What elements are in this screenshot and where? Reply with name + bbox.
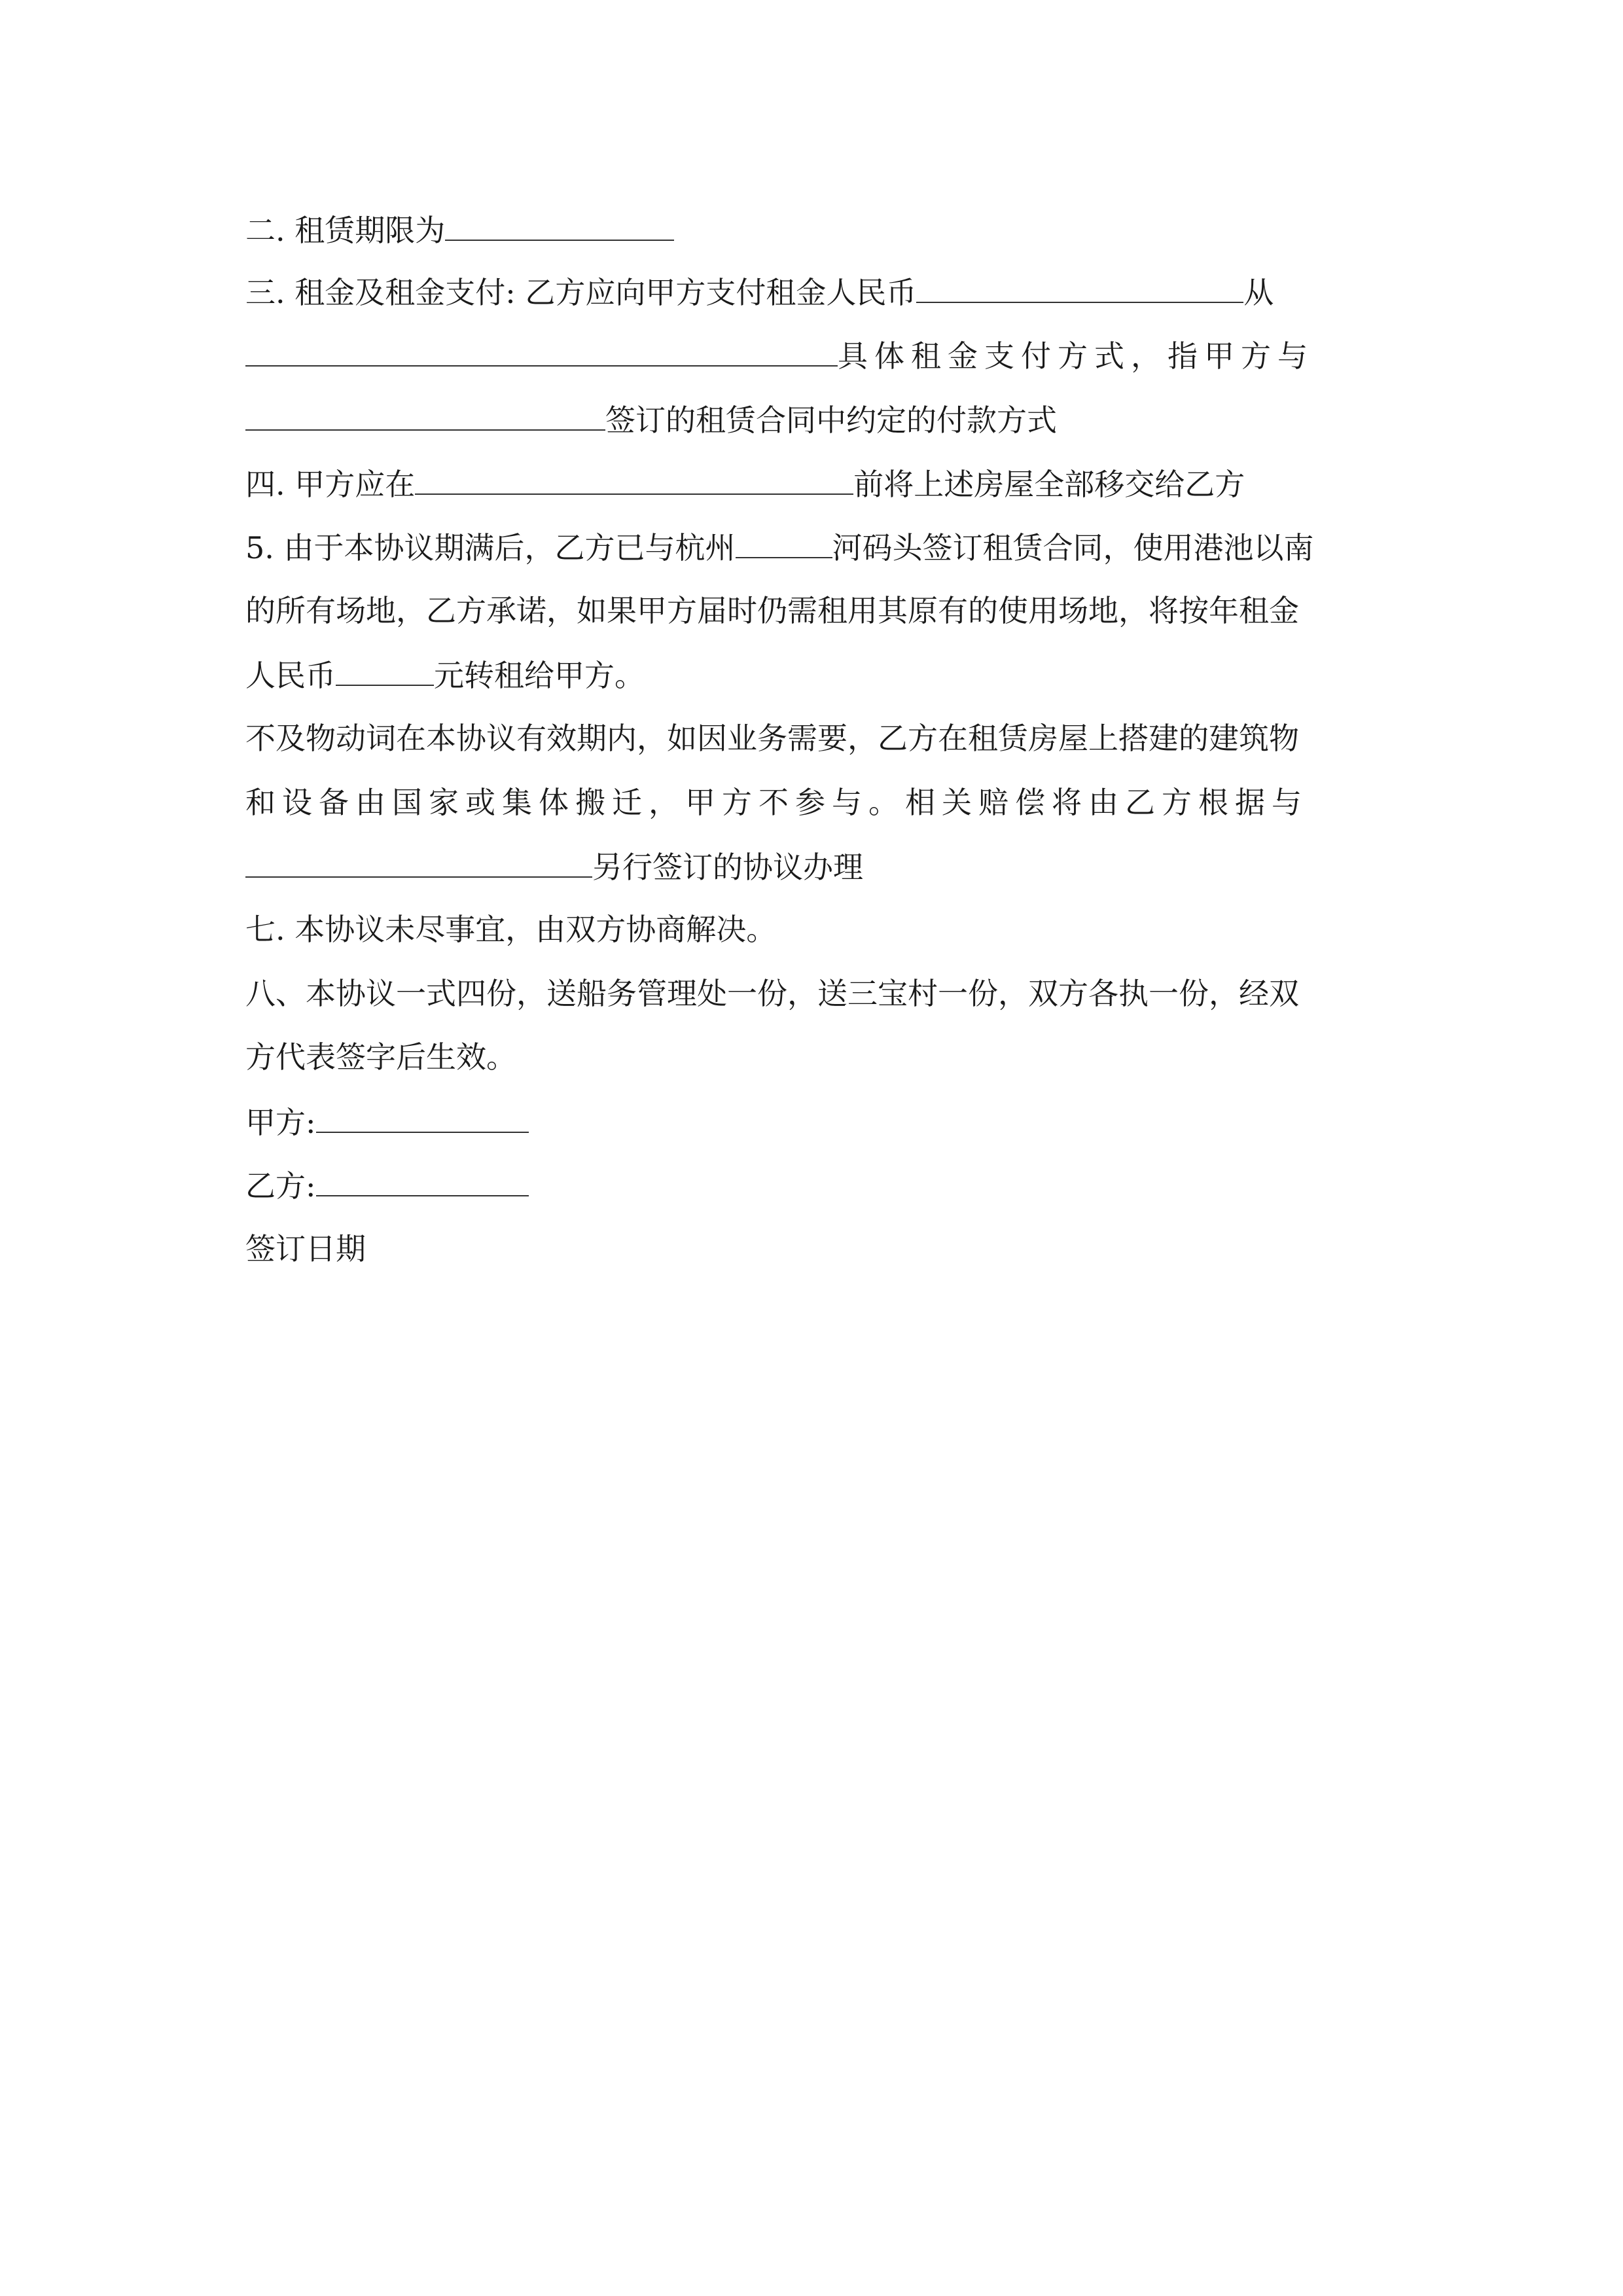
clause-6-text-1: 不及物动词在本协议有效期内，如因业务需要，乙方在租赁房屋上搭建的建筑物 bbox=[245, 721, 1299, 756]
clause-7 bbox=[245, 910, 1378, 949]
rent-clause-line-3 bbox=[245, 399, 1378, 439]
clause-5-line-3 bbox=[245, 655, 1378, 694]
clause-5-tail: 河码头签订租赁合同，使用港池以南 bbox=[832, 530, 1314, 565]
rent-period-blank[interactable] bbox=[245, 335, 838, 367]
term-blank[interactable] bbox=[445, 209, 674, 241]
rent-amount-blank[interactable] bbox=[916, 272, 1243, 303]
contract-method-text: 签订的租赁合同中约定的付款方式 bbox=[605, 403, 1057, 438]
sign-date bbox=[245, 1229, 1378, 1268]
sublease-amount-blank[interactable] bbox=[336, 655, 434, 686]
rent-clause bbox=[245, 272, 1378, 311]
clause-8-text-1: 八、本协议一式四份，送船务管理处一份，送三宝村一份，双方各执一份，经双 bbox=[245, 976, 1299, 1011]
party-a-blank[interactable] bbox=[316, 1102, 529, 1133]
party-b-signature bbox=[245, 1165, 1378, 1204]
party-b-label: 乙方: bbox=[245, 1168, 316, 1204]
lessor-party-blank[interactable] bbox=[245, 399, 605, 431]
handover-date-blank[interactable] bbox=[415, 463, 853, 495]
clause-6-line-2 bbox=[245, 783, 1378, 822]
party-b-blank[interactable] bbox=[316, 1165, 529, 1196]
rent-label: 三. 租金及租金支付: 乙方应向甲方支付租金人民币 bbox=[245, 275, 917, 310]
clause-5-label: 5. 由于本协议期满后，乙方已与杭州 bbox=[245, 530, 736, 565]
rent-tail: 从 bbox=[1243, 275, 1274, 310]
term-clause bbox=[245, 209, 1378, 249]
payment-method-text: 具体租金支付方式，指甲方与 bbox=[838, 338, 1314, 374]
clause-5-text: 的所有场地，乙方承诺，如果甲方届时仍需租用其原有的使用场地，将按年租金 bbox=[245, 593, 1299, 628]
rent-clause-line-2 bbox=[245, 335, 1378, 374]
handover-label: 四. 甲方应在 bbox=[245, 467, 416, 502]
handover-tail: 前将上述房屋全部移交给乙方 bbox=[853, 467, 1245, 502]
location-blank[interactable] bbox=[736, 527, 832, 558]
clause-8-line-1 bbox=[245, 974, 1378, 1013]
sublease-tail: 元转租给甲方。 bbox=[434, 658, 645, 693]
clause-8-line-2 bbox=[245, 1037, 1378, 1077]
clause-6-text-2: 和设备由国家或集体搬迁，甲方不参与。相关赔偿将由乙方根据与 bbox=[245, 785, 1308, 820]
clause-6-line-1 bbox=[245, 719, 1378, 758]
sublease-label: 人民币 bbox=[245, 658, 336, 693]
clause-6-text-3: 另行签订的协议办理 bbox=[592, 850, 863, 885]
compensation-party-blank[interactable] bbox=[245, 846, 592, 878]
clause-8-text-2: 方代表签字后生效。 bbox=[245, 1039, 516, 1075]
term-label: 二. 租赁期限为 bbox=[245, 213, 446, 248]
clause-7-text: 七. 本协议未尽事宜，由双方协商解决。 bbox=[245, 912, 777, 947]
clause-5-line-1 bbox=[245, 527, 1378, 566]
party-a-label: 甲方: bbox=[245, 1105, 316, 1140]
handover-clause bbox=[245, 463, 1378, 503]
clause-6-line-3 bbox=[245, 846, 1378, 886]
party-a-signature bbox=[245, 1102, 1378, 1141]
clause-5-line-2 bbox=[245, 591, 1378, 630]
sign-date-label: 签订日期 bbox=[245, 1231, 366, 1266]
